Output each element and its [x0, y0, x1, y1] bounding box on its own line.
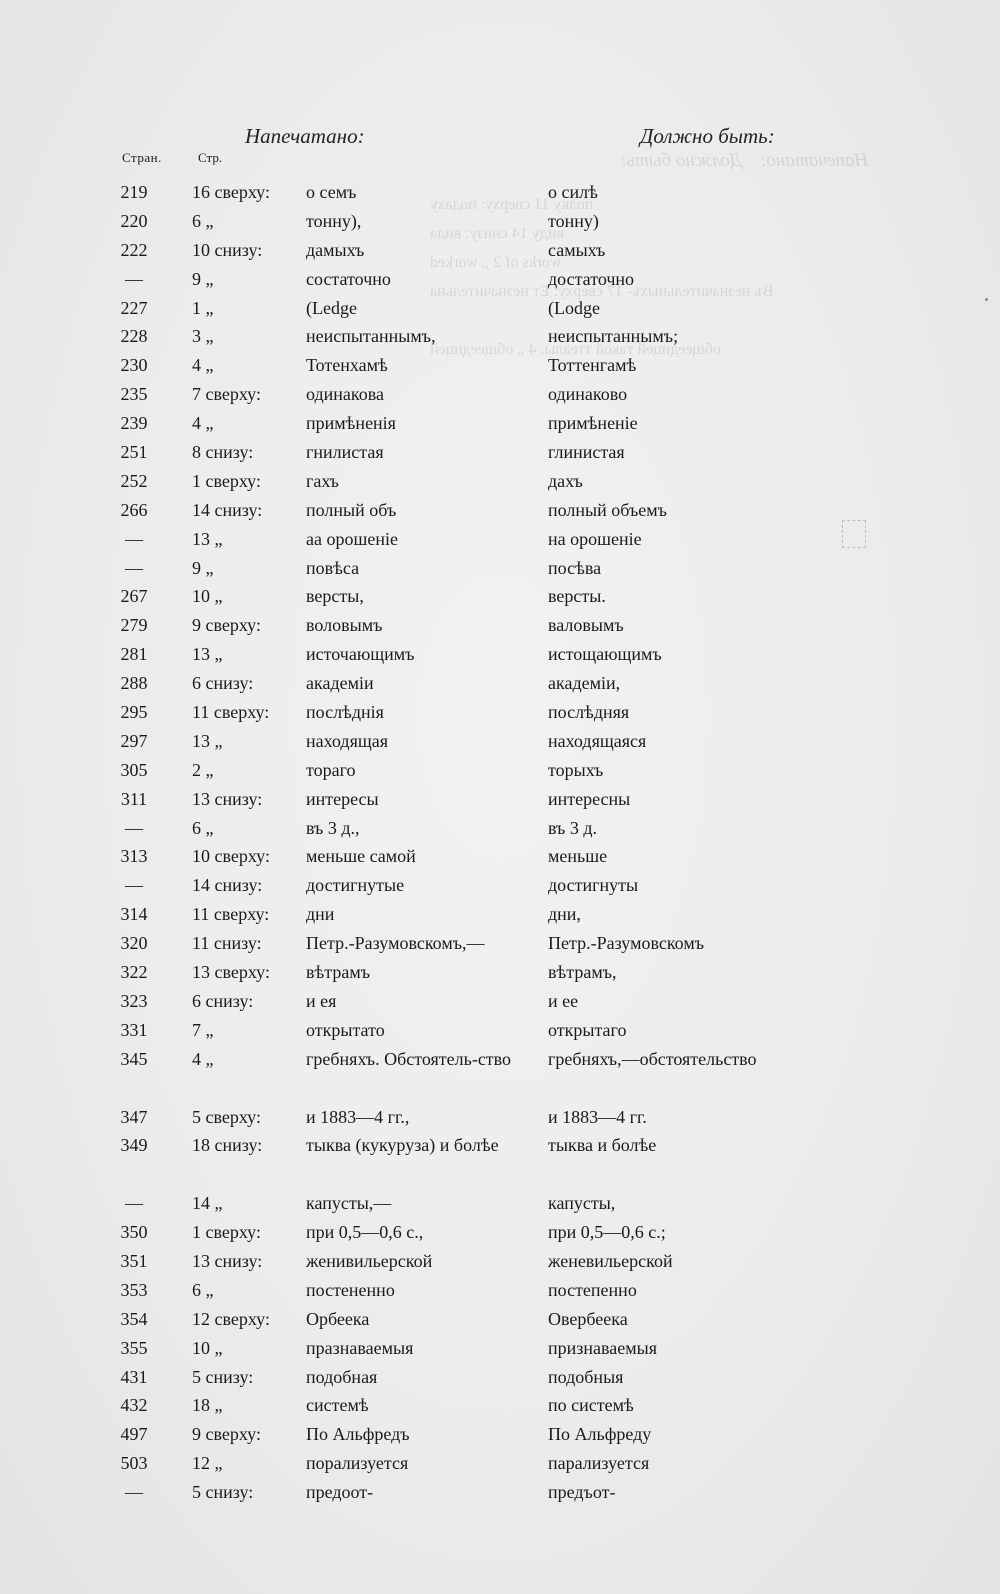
page-number-cell: 311: [120, 788, 148, 809]
line-ref-cell: 9 сверху:: [192, 615, 261, 636]
page-number-cell: 320: [120, 933, 148, 954]
table-row: [0, 1016, 1000, 1045]
line-ref-cell: 1 сверху:: [192, 470, 261, 491]
line-ref-cell: 1 сверху:: [192, 1222, 261, 1243]
line-ref-cell: 13 „: [192, 528, 223, 549]
table-row: [0, 525, 1000, 554]
page-number-cell: 239: [120, 413, 148, 434]
printed-text-cell: дни: [306, 904, 335, 925]
printed-text-cell: аа орошеніе: [306, 528, 398, 549]
line-ref-cell: 1 „: [192, 297, 214, 318]
printed-text-cell: при 0,5—0,6 с.,: [306, 1222, 424, 1243]
printed-text-cell: гнилистая: [306, 442, 384, 463]
table-row: [0, 1363, 1000, 1392]
page-number-cell: 313: [120, 846, 148, 867]
bleed-through-text: Въ незначительныхъ- 17 сверху: Ет незначительна: [430, 283, 774, 300]
page-number-cell: 350: [120, 1222, 148, 1243]
line-ref-cell: 7 сверху:: [192, 384, 261, 405]
printed-text-cell: и ея: [306, 990, 337, 1011]
printed-text-cell: дамыхъ: [306, 239, 365, 260]
table-row: [0, 467, 1000, 496]
printed-text-cell: полный объ: [306, 499, 397, 520]
line-ref-cell: 14 снизу:: [192, 499, 263, 520]
table-row: [0, 640, 1000, 669]
page-number-cell: 355: [120, 1337, 148, 1358]
corrected-text-cell: истощающимъ: [548, 644, 662, 665]
table-row: [0, 438, 1000, 467]
line-ref-cell: 14 снизу:: [192, 875, 263, 896]
page-number-cell: 267: [120, 586, 148, 607]
page-number-cell: 354: [120, 1308, 148, 1329]
printed-text-cell: гахъ: [306, 470, 339, 491]
page-number-cell: —: [125, 817, 143, 838]
line-ref-cell: 9 „: [192, 557, 214, 578]
table-row: [0, 1305, 1000, 1334]
corrected-text-cell: находящаяся: [548, 730, 647, 751]
corrected-text-cell: по системѣ: [548, 1395, 634, 1416]
line-ref-cell: 10 „: [192, 1337, 223, 1358]
page-number-cell: —: [125, 268, 143, 289]
table-row: [0, 1449, 1000, 1478]
printed-text-cell: порализуется: [306, 1453, 409, 1474]
bleed-through-text: Напечатано:: [760, 150, 869, 171]
table-row: [0, 611, 1000, 640]
page-number-cell: 503: [120, 1453, 148, 1474]
bleed-through-text: Должно быть:: [620, 150, 742, 171]
page-number-cell: 497: [120, 1424, 148, 1445]
table-row: [0, 871, 1000, 900]
line-ref-cell: 11 снизу:: [192, 933, 262, 954]
table-row: [0, 265, 1000, 294]
page-number-cell: 220: [120, 210, 148, 231]
corrected-text-cell: (Lodge: [548, 297, 600, 318]
table-row: [0, 900, 1000, 929]
page-number-cell: —: [125, 1193, 143, 1214]
column-header-page: Стран.: [122, 150, 162, 165]
corrected-text-cell: и 1883—4 гг.: [548, 1106, 647, 1127]
line-ref-cell: 4 „: [192, 1048, 214, 1069]
printed-text-cell: достигнутые: [306, 875, 405, 896]
line-ref-cell: 13 снизу:: [192, 1250, 263, 1271]
table-row: [0, 814, 1000, 843]
table-row: [0, 1131, 1000, 1189]
table-row: [0, 756, 1000, 785]
line-ref-cell: 10 сверху:: [192, 846, 270, 867]
line-ref-cell: 13 снизу:: [192, 788, 263, 809]
corrected-text-cell: академіи,: [548, 673, 621, 694]
page-number-cell: 347: [120, 1106, 148, 1127]
corrected-text-cell: одинаково: [548, 384, 628, 405]
printed-text-cell: источающимъ: [306, 644, 415, 665]
corrected-text-cell: дни,: [548, 904, 581, 925]
table-row: [0, 1218, 1000, 1247]
page-number-cell: 295: [120, 702, 148, 723]
table-row: [0, 727, 1000, 756]
page-number-cell: 345: [120, 1048, 148, 1069]
corrected-text-cell: вѣтрамъ,: [548, 962, 617, 983]
printed-text-cell: академіи: [306, 673, 374, 694]
line-ref-cell: 3 „: [192, 326, 214, 347]
printed-text-cell: Орбеека: [306, 1308, 370, 1329]
page-number-cell: 288: [120, 673, 148, 694]
line-ref-cell: 12 „: [192, 1453, 223, 1474]
printed-text-cell: тонну),: [306, 210, 362, 231]
line-ref-cell: 10 „: [192, 586, 223, 607]
corrected-text-cell: посѣва: [548, 557, 602, 578]
corrected-text-cell: парализуется: [548, 1453, 650, 1474]
bleed-through-text: полку 11 сверху: подаху: [430, 196, 594, 213]
printed-text-cell: системѣ: [306, 1395, 369, 1416]
line-ref-cell: 7 „: [192, 1019, 214, 1040]
table-row: [0, 958, 1000, 987]
page-number-cell: 331: [120, 1019, 148, 1040]
printed-text-cell: въ 3 д.,: [306, 817, 360, 838]
line-ref-cell: 18 снизу:: [192, 1135, 263, 1156]
corrected-text-cell: Тоттенгамѣ: [548, 355, 637, 376]
corrected-text-cell: тыква и болѣе: [548, 1135, 657, 1156]
table-row: [0, 207, 1000, 236]
line-ref-cell: 2 „: [192, 759, 214, 780]
table-row: [0, 178, 1000, 207]
printed-text-cell: воловымъ: [306, 615, 383, 636]
table-row: [0, 1478, 1000, 1507]
printed-text-cell: неиспытаннымъ,: [306, 326, 436, 347]
line-ref-cell: 6 снизу:: [192, 990, 254, 1011]
line-ref-cell: 9 сверху:: [192, 1424, 261, 1445]
corrected-text-cell: достаточно: [548, 268, 635, 289]
printed-text-cell: тораго: [306, 759, 356, 780]
page-number-cell: 252: [120, 470, 148, 491]
heading-printed: Напечатано:: [245, 124, 365, 148]
page-number-cell: —: [125, 1482, 143, 1503]
table-row: [0, 1189, 1000, 1218]
printed-text-cell: предоот-: [306, 1482, 374, 1503]
corrected-text-cell: и ее: [548, 990, 579, 1011]
corrected-text-cell: подобныя: [548, 1366, 624, 1387]
printed-text-cell: постененно: [306, 1279, 395, 1300]
table-row: [0, 380, 1000, 409]
printed-text-cell: находящая: [306, 730, 388, 751]
line-ref-cell: 13 „: [192, 730, 223, 751]
page-number-cell: 281: [120, 644, 148, 665]
corrected-text-cell: женевильерской: [548, 1250, 673, 1271]
printed-text-cell: тыква (кукуруза) и болѣе: [306, 1135, 499, 1156]
line-ref-cell: 13 сверху:: [192, 962, 270, 983]
corrected-text-cell: на орошеніе: [548, 528, 642, 549]
table-row: [0, 1276, 1000, 1305]
corrected-text-cell: торыхъ: [548, 759, 604, 780]
printed-text-cell: одинакова: [306, 384, 384, 405]
corrected-text-cell: тонну): [548, 210, 599, 231]
heading-should-be: Должно быть:: [640, 124, 775, 148]
printed-text-cell: капусты,—: [306, 1193, 392, 1214]
line-ref-cell: 10 снизу:: [192, 239, 263, 260]
corrected-text-cell: интересны: [548, 788, 631, 809]
corrected-text-cell: достигнуты: [548, 875, 639, 896]
line-ref-cell: 5 снизу:: [192, 1366, 254, 1387]
line-ref-cell: 18 „: [192, 1395, 223, 1416]
table-row: [0, 842, 1000, 871]
line-ref-cell: 6 снизу:: [192, 673, 254, 694]
printed-text-cell: меньше самой: [306, 846, 416, 867]
corrected-text-cell: дахъ: [548, 470, 583, 491]
line-ref-cell: 8 снизу:: [192, 442, 254, 463]
line-ref-cell: 11 сверху:: [192, 904, 270, 925]
corrected-text-cell: признаваемыя: [548, 1337, 658, 1358]
page-number-cell: —: [125, 528, 143, 549]
table-row: [0, 698, 1000, 727]
printed-text-cell: версты,: [306, 586, 364, 607]
line-ref-cell: 14 „: [192, 1193, 223, 1214]
table-row: [0, 496, 1000, 525]
bleed-through-text: works of 2 „ worked: [430, 254, 562, 271]
printed-text-cell: празнаваемыя: [306, 1337, 414, 1358]
table-row: [0, 322, 1000, 351]
page-number-cell: 351: [120, 1250, 148, 1271]
page-number-cell: 235: [120, 384, 148, 405]
corrected-text-cell: гребняхъ,—обстоятельство: [548, 1048, 757, 1069]
corrected-text-cell: о силѣ: [548, 182, 598, 202]
corrected-text-cell: при 0,5—0,6 с.;: [548, 1222, 666, 1243]
column-header-line: Стр.: [198, 150, 223, 165]
line-ref-cell: 4 „: [192, 413, 214, 434]
table-row: [0, 1334, 1000, 1363]
page-number-cell: 297: [120, 730, 148, 751]
corrected-text-cell: примѣненіе: [548, 413, 638, 434]
page-number-cell: 323: [120, 990, 148, 1011]
corrected-text-cell: самыхъ: [548, 239, 606, 260]
line-ref-cell: 6 „: [192, 210, 214, 231]
corrected-text-cell: полный объемъ: [548, 499, 667, 520]
line-ref-cell: 11 сверху:: [192, 702, 270, 723]
corrected-text-cell: Петр.-Разумовскомъ: [548, 933, 705, 954]
page-number-cell: —: [125, 875, 143, 896]
line-ref-cell: 6 „: [192, 1279, 214, 1300]
bleed-through-text: виду 14 снизу: вида: [430, 225, 565, 242]
line-ref-cell: 5 снизу:: [192, 1482, 254, 1503]
corrected-text-cell: неиспытаннымъ;: [548, 326, 679, 347]
printed-text-cell: По Альфредъ: [306, 1424, 410, 1445]
corrected-text-cell: послѣдняя: [548, 702, 630, 723]
table-row: [0, 1247, 1000, 1276]
page-number-cell: 314: [120, 904, 148, 925]
printed-text-cell: женивильерской: [306, 1250, 433, 1271]
page-number-cell: —: [125, 557, 143, 578]
printed-text-cell: повѣса: [306, 557, 360, 578]
corrected-text-cell: въ 3 д.: [548, 817, 598, 838]
line-ref-cell: 9 „: [192, 268, 214, 289]
bleed-through-text: общеедицей такой ттеалы. 4 „ общеедицей: [430, 341, 721, 358]
line-ref-cell: 16 сверху:: [192, 182, 270, 202]
line-ref-cell: 6 „: [192, 817, 214, 838]
table-row: [0, 987, 1000, 1016]
table-row: [0, 1045, 1000, 1103]
corrected-text-cell: открытаго: [548, 1019, 627, 1040]
errata-table: [0, 178, 1000, 1507]
table-row: [0, 1420, 1000, 1449]
page-number-cell: 279: [120, 615, 148, 636]
page-number-cell: 228: [120, 326, 148, 347]
table-row: [0, 1391, 1000, 1420]
page-number-cell: 431: [120, 1366, 148, 1387]
printed-text-cell: открытато: [306, 1019, 385, 1040]
corrected-text-cell: валовымъ: [548, 615, 624, 636]
corrected-text-cell: постепенно: [548, 1279, 637, 1300]
printed-text-cell: и 1883—4 гг.,: [306, 1106, 410, 1127]
table-row: [0, 554, 1000, 583]
corrected-text-cell: По Альфреду: [548, 1424, 652, 1445]
page-number-cell: 349: [120, 1135, 148, 1156]
line-ref-cell: 5 сверху:: [192, 1106, 261, 1127]
corrected-text-cell: версты.: [548, 586, 606, 607]
table-row: [0, 409, 1000, 438]
page-number-cell: 305: [120, 759, 148, 780]
table-row: [0, 236, 1000, 265]
corrected-text-cell: капусты,: [548, 1193, 616, 1214]
page-number-cell: 222: [120, 239, 148, 260]
page-number-cell: 219: [120, 182, 148, 202]
page-number-cell: 251: [120, 442, 148, 463]
page-number-cell: 322: [120, 962, 148, 983]
table-row: [0, 351, 1000, 380]
table-row: [0, 669, 1000, 698]
page-number-cell: 432: [120, 1395, 148, 1416]
table-row: [0, 785, 1000, 814]
line-ref-cell: 12 сверху:: [192, 1308, 270, 1329]
corrected-text-cell: меньше: [548, 846, 608, 867]
page-number-cell: 353: [120, 1279, 148, 1300]
table-row: [0, 294, 1000, 323]
printed-text-cell: вѣтрамъ: [306, 962, 371, 983]
corrected-text-cell: предъот-: [548, 1482, 616, 1503]
printed-text-cell: интересы: [306, 788, 379, 809]
corrected-text-cell: глинистая: [548, 442, 625, 463]
table-row: [0, 929, 1000, 958]
printed-text-cell: Тотенхамѣ: [306, 355, 388, 376]
printed-text-cell: состаточно: [306, 268, 391, 289]
printed-text-cell: примѣненія: [306, 413, 396, 434]
page-number-cell: 227: [120, 297, 148, 318]
table-row: [0, 1103, 1000, 1132]
printed-text-cell: Петр.-Разумовскомъ,—: [306, 933, 485, 954]
corrected-text-cell: Овербеека: [548, 1308, 628, 1329]
page-number-cell: 230: [120, 355, 148, 376]
page-number-cell: 266: [120, 499, 148, 520]
line-ref-cell: 4 „: [192, 355, 214, 376]
printed-text-cell: подобная: [306, 1366, 378, 1387]
line-ref-cell: 13 „: [192, 644, 223, 665]
printed-text-cell: о семъ: [306, 182, 357, 202]
printed-text-cell: (Ledge: [306, 297, 357, 318]
printed-text-cell: послѣднія: [306, 702, 384, 723]
printed-text-cell: гребняхъ. Обстоятель-ство: [306, 1048, 512, 1069]
table-row: [0, 582, 1000, 611]
